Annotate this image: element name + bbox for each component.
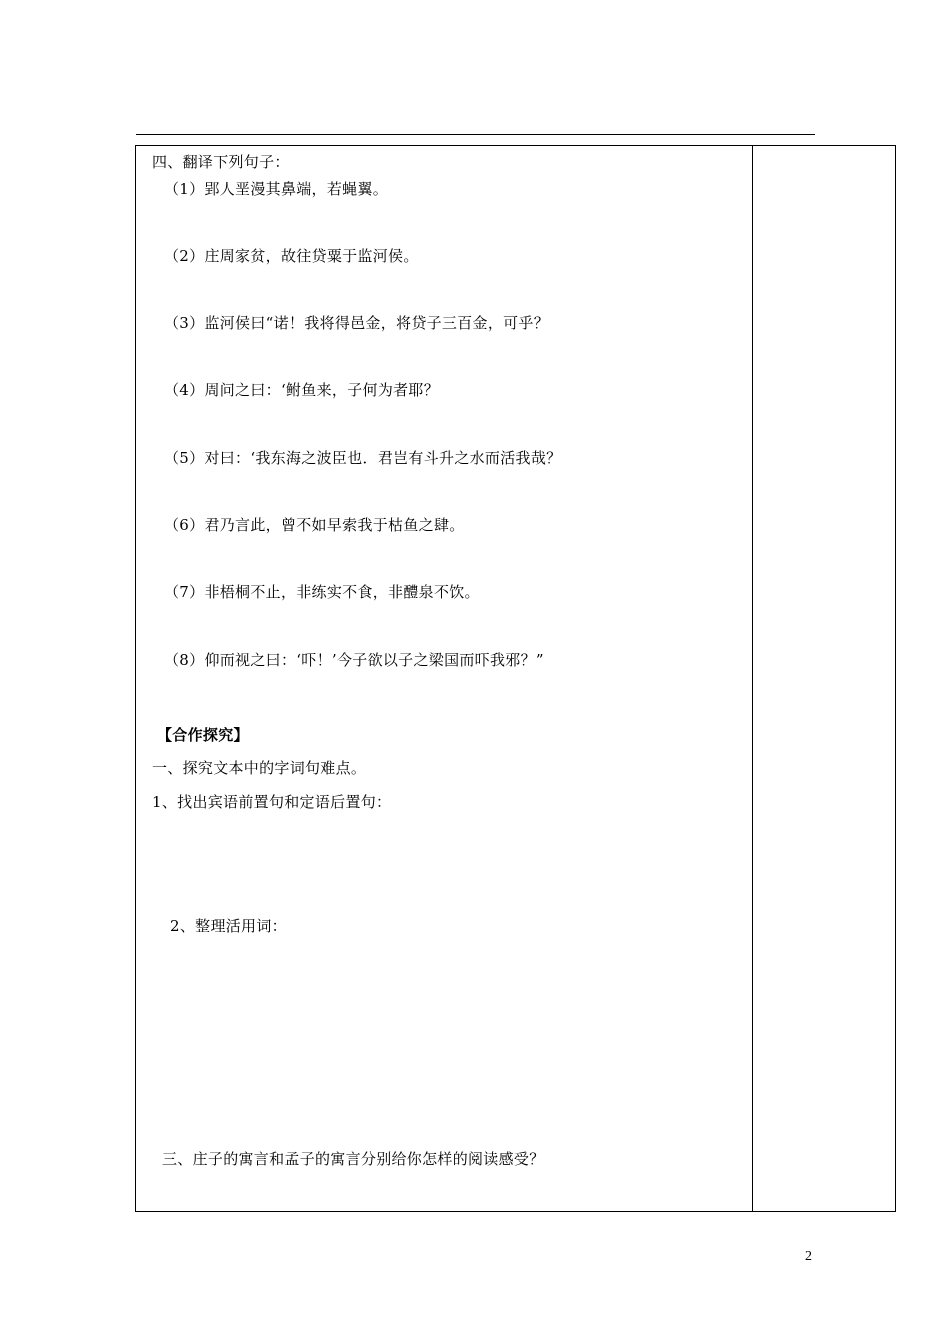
sentence-1: （1）郢人垩漫其鼻端，若蝇翼。	[164, 180, 389, 198]
sentence-6: （6）君乃言此，曾不如早索我于枯鱼之肆。	[164, 516, 465, 534]
cooperation-heading: 【合作探究】	[157, 726, 249, 744]
part3-title: 三、庄子的寓言和孟子的寓言分别给你怎样的阅读感受？	[162, 1150, 545, 1168]
sentence-3: （3）监河侯曰“诺！我将得邑金，将贷子三百金，可乎？	[164, 314, 550, 332]
notes-column-divider	[752, 145, 753, 1212]
header-rule	[136, 134, 815, 135]
question-2: 2、整理活用词：	[170, 917, 287, 935]
part1-title: 一、探究文本中的字词句难点。	[152, 759, 367, 777]
sentence-2: （2）庄周家贫，故往贷粟于监河侯。	[164, 247, 419, 265]
page-number: 2	[805, 1249, 812, 1264]
sentence-7: （7）非梧桐不止，非练实不食，非醴泉不饮。	[164, 583, 480, 601]
sentence-4: （4）周问之曰：‘鲋鱼来，子何为者耶？	[164, 381, 440, 399]
sentence-8: （8）仰而视之曰：‘吓！’今子欲以子之梁国而吓我邪？”	[164, 651, 544, 669]
section4-heading: 四、翻译下列句子：	[152, 153, 290, 171]
sentence-5: （5）对曰：‘我东海之波臣也．君岂有斗升之水而活我哉？	[164, 449, 562, 467]
question-1: 1、找出宾语前置句和定语后置句：	[152, 793, 392, 811]
worksheet-table	[135, 145, 896, 1212]
